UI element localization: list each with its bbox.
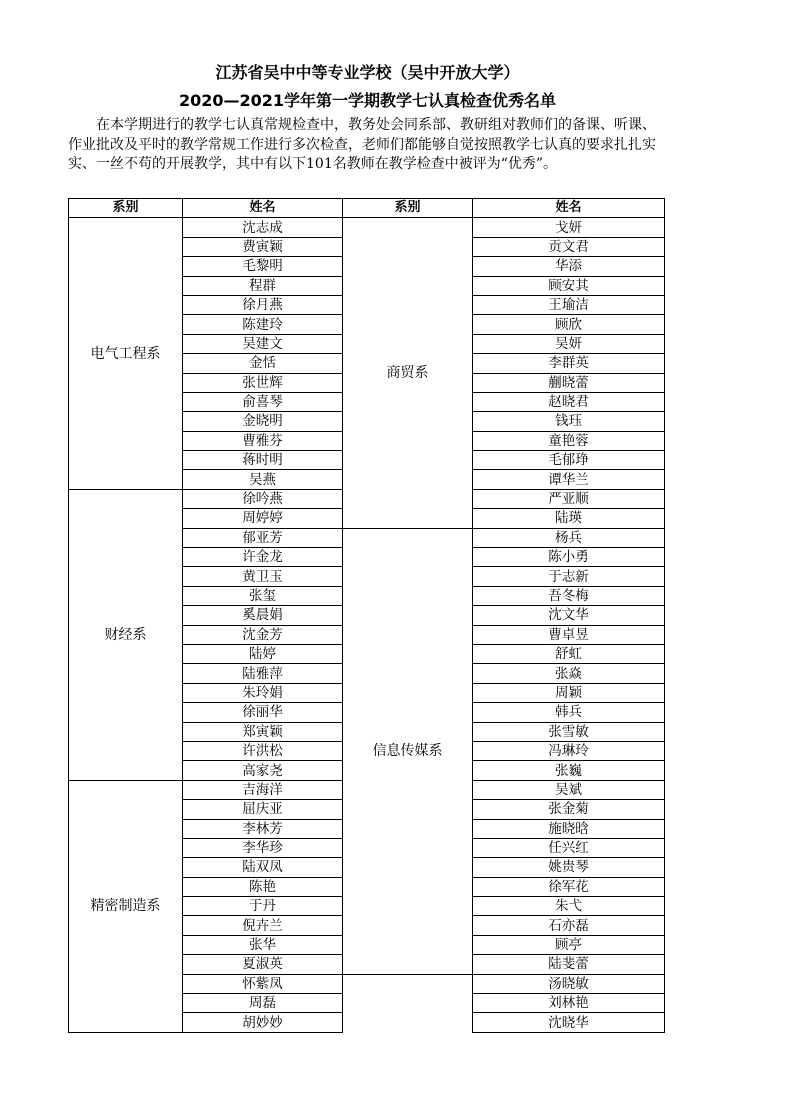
teacher-name-cell: 于志新 bbox=[473, 567, 665, 586]
teacher-name-cell: 胡妙妙 bbox=[183, 1013, 343, 1032]
teacher-name-cell: 汤晓敏 bbox=[473, 974, 665, 993]
teacher-name-cell: 王瑜洁 bbox=[473, 295, 665, 314]
teacher-name-cell: 金晓明 bbox=[183, 412, 343, 431]
teacher-name-cell: 倪卉兰 bbox=[183, 916, 343, 935]
teacher-name-cell: 赵晓君 bbox=[473, 392, 665, 411]
header-name-right: 姓名 bbox=[473, 199, 665, 218]
teacher-name-cell: 费寅颖 bbox=[183, 237, 343, 256]
teacher-name-cell: 徐丽华 bbox=[183, 703, 343, 722]
teacher-name-cell: 石亦磊 bbox=[473, 916, 665, 935]
teacher-name-cell: 童艳蓉 bbox=[473, 431, 665, 450]
teacher-name-cell: 徐军花 bbox=[473, 877, 665, 896]
teacher-name-cell: 张华 bbox=[183, 935, 343, 954]
teacher-name-cell: 杨兵 bbox=[473, 528, 665, 547]
teacher-name-cell: 徐吟燕 bbox=[183, 489, 343, 508]
teacher-name-cell: 施晓晗 bbox=[473, 819, 665, 838]
teacher-name-cell: 李群英 bbox=[473, 354, 665, 373]
teacher-name-cell: 于丹 bbox=[183, 897, 343, 916]
department-cell: 商贸系 bbox=[343, 218, 473, 528]
teacher-name-cell: 李林芳 bbox=[183, 819, 343, 838]
teacher-name-cell: 张雪敏 bbox=[473, 722, 665, 741]
teacher-name-cell: 陆婷 bbox=[183, 644, 343, 663]
department-cell: 信息传媒系 bbox=[343, 528, 473, 974]
teacher-name-cell: 吴建文 bbox=[183, 334, 343, 353]
teacher-name-cell: 韩兵 bbox=[473, 703, 665, 722]
teacher-name-cell: 蒋时明 bbox=[183, 451, 343, 470]
teacher-name-cell: 张焱 bbox=[473, 664, 665, 683]
teacher-name-cell: 顾安其 bbox=[473, 276, 665, 295]
teacher-name-cell: 李华珍 bbox=[183, 838, 343, 857]
teacher-name-cell: 夏淑英 bbox=[183, 955, 343, 974]
teacher-name-cell: 郁亚芳 bbox=[183, 528, 343, 547]
teacher-name-cell: 陆瑛 bbox=[473, 509, 665, 528]
teacher-name-cell: 陈艳 bbox=[183, 877, 343, 896]
teacher-name-cell: 程群 bbox=[183, 276, 343, 295]
teacher-name-cell: 黄卫玉 bbox=[183, 567, 343, 586]
teacher-name-cell: 严亚顺 bbox=[473, 489, 665, 508]
teacher-name-cell: 屈庆亚 bbox=[183, 800, 343, 819]
teacher-name-cell: 蒯晓蕾 bbox=[473, 373, 665, 392]
teacher-name-cell: 舒虹 bbox=[473, 644, 665, 663]
teacher-name-cell: 毛郁琤 bbox=[473, 451, 665, 470]
header-name-left: 姓名 bbox=[183, 199, 343, 218]
teacher-name-cell: 高家尧 bbox=[183, 761, 343, 780]
teacher-name-cell: 吴斌 bbox=[473, 780, 665, 799]
honor-roll-table bbox=[68, 198, 665, 1033]
teacher-name-cell: 沈志成 bbox=[183, 218, 343, 237]
teacher-name-cell: 刘林艳 bbox=[473, 994, 665, 1013]
teacher-name-cell: 张巍 bbox=[473, 761, 665, 780]
teacher-name-cell: 华添 bbox=[473, 257, 665, 276]
intro-paragraph bbox=[68, 116, 668, 175]
document-title: 江苏省吴中中等专业学校（吴中开放大学） bbox=[215, 63, 520, 82]
teacher-name-cell: 姚贵琴 bbox=[473, 858, 665, 877]
teacher-name-cell: 戈妍 bbox=[473, 218, 665, 237]
teacher-name-cell: 陈建玲 bbox=[183, 315, 343, 334]
teacher-name-cell: 陆斐蕾 bbox=[473, 955, 665, 974]
teacher-name-cell: 朱弋 bbox=[473, 897, 665, 916]
teacher-name-cell: 毛黎明 bbox=[183, 257, 343, 276]
teacher-name-cell: 顾欣 bbox=[473, 315, 665, 334]
teacher-name-cell: 沈文华 bbox=[473, 606, 665, 625]
intro-text: 在本学期进行的教学七认真常规检查中，教务处会同系部、教研组对教师们的备课、听课、作业批改及平时的教学常规工作进行多次检查，老师们都能够自觉按照教学七认真的要求扎扎实实、一丝不苟的开展教学，其中有以下101名教师在教学检查中被评为“优秀”。 bbox=[68, 117, 656, 172]
teacher-name-cell: 怀紫凤 bbox=[183, 974, 343, 993]
department-cell: 财经系 bbox=[69, 489, 183, 780]
teacher-name-cell: 吴妍 bbox=[473, 334, 665, 353]
department-cell: 电气工程系 bbox=[69, 218, 183, 489]
teacher-name-cell: 陆雅萍 bbox=[183, 664, 343, 683]
table-row bbox=[69, 218, 665, 237]
teacher-name-cell: 张金菊 bbox=[473, 800, 665, 819]
teacher-name-cell: 钱珏 bbox=[473, 412, 665, 431]
teacher-name-cell: 金恬 bbox=[183, 354, 343, 373]
teacher-name-cell: 顾亭 bbox=[473, 935, 665, 954]
teacher-name-cell: 张世辉 bbox=[183, 373, 343, 392]
teacher-name-cell: 许金龙 bbox=[183, 548, 343, 567]
teacher-name-cell: 张玺 bbox=[183, 586, 343, 605]
teacher-name-cell: 沈晓华 bbox=[473, 1013, 665, 1032]
department-cell bbox=[343, 974, 473, 1032]
department-cell: 精密制造系 bbox=[69, 780, 183, 1032]
teacher-name-cell: 徐月燕 bbox=[183, 295, 343, 314]
header-dept-right: 系别 bbox=[343, 199, 473, 218]
teacher-name-cell: 陈小勇 bbox=[473, 548, 665, 567]
teacher-name-cell: 朱玲娟 bbox=[183, 683, 343, 702]
teacher-name-cell: 周颖 bbox=[473, 683, 665, 702]
teacher-name-cell: 许洪松 bbox=[183, 741, 343, 760]
teacher-name-cell: 曹雅芬 bbox=[183, 431, 343, 450]
teacher-name-cell: 俞喜琴 bbox=[183, 392, 343, 411]
teacher-name-cell: 沈金芳 bbox=[183, 625, 343, 644]
table-header-row bbox=[69, 199, 665, 218]
teacher-name-cell: 吾冬梅 bbox=[473, 586, 665, 605]
teacher-name-cell: 吴燕 bbox=[183, 470, 343, 489]
teacher-name-cell: 任兴红 bbox=[473, 838, 665, 857]
document-subtitle: 2020—2021学年第一学期教学七认真检查优秀名单 bbox=[178, 91, 557, 110]
teacher-name-cell: 陆双凤 bbox=[183, 858, 343, 877]
teacher-name-cell: 冯琳玲 bbox=[473, 741, 665, 760]
teacher-name-cell: 曹卓昱 bbox=[473, 625, 665, 644]
teacher-name-cell: 吉海洋 bbox=[183, 780, 343, 799]
teacher-name-cell: 谭华兰 bbox=[473, 470, 665, 489]
teacher-name-cell: 贡文君 bbox=[473, 237, 665, 256]
teacher-name-cell: 奚晨娟 bbox=[183, 606, 343, 625]
teacher-name-cell: 周婷婷 bbox=[183, 509, 343, 528]
header-dept-left: 系别 bbox=[69, 199, 183, 218]
teacher-name-cell: 郑寅颖 bbox=[183, 722, 343, 741]
teacher-name-cell: 周磊 bbox=[183, 994, 343, 1013]
